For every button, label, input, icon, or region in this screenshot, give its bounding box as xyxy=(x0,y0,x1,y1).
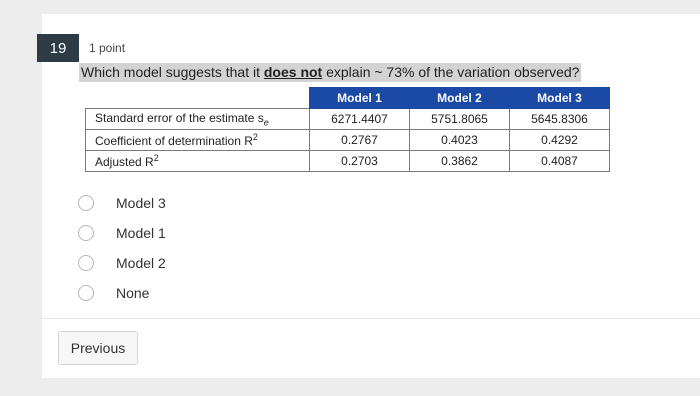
row-label-text: Standard error of the estimate s xyxy=(95,110,264,125)
question-text-start: Which model suggests that it xyxy=(81,64,264,80)
table-cell: 0.2703 xyxy=(310,151,410,172)
row-label-r-squared xyxy=(86,130,310,151)
row-label-superscript: 2 xyxy=(153,153,159,163)
table-header-model-1: Model 1 xyxy=(310,88,410,109)
answer-option-model-1[interactable] xyxy=(78,218,166,248)
footer-divider xyxy=(42,318,700,319)
answer-option-none[interactable] xyxy=(78,278,166,308)
table-header-model-2: Model 2 xyxy=(410,88,510,109)
question-text xyxy=(79,63,581,82)
model-statistics-table xyxy=(85,87,610,172)
question-text-end: explain ~ 73% of the variation observed? xyxy=(322,64,580,80)
radio-button[interactable] xyxy=(78,285,94,301)
table-cell: 0.3862 xyxy=(410,151,510,172)
table-cell: 0.4087 xyxy=(510,151,610,172)
option-label[interactable]: None xyxy=(116,285,150,301)
table-cell: 5751.8065 xyxy=(410,109,510,130)
radio-button[interactable] xyxy=(78,225,94,241)
option-label[interactable]: Model 3 xyxy=(116,195,166,211)
table-header-blank xyxy=(86,88,310,109)
answer-option-model-3[interactable] xyxy=(78,188,166,218)
option-label[interactable]: Model 1 xyxy=(116,225,166,241)
row-label-text: Adjusted R xyxy=(95,155,154,169)
answer-options xyxy=(78,188,166,308)
table-cell: 0.4023 xyxy=(410,130,510,151)
table-row xyxy=(86,151,610,172)
question-text-emphasis: does not xyxy=(263,64,323,80)
answer-option-model-2[interactable] xyxy=(78,248,166,278)
radio-button[interactable] xyxy=(78,195,94,211)
table-row xyxy=(86,130,610,151)
row-label-adjusted-r-squared xyxy=(86,151,310,172)
option-label[interactable]: Model 2 xyxy=(116,255,166,271)
radio-button[interactable] xyxy=(78,255,94,271)
table-header-row xyxy=(86,88,610,109)
row-label-superscript: 2 xyxy=(252,132,258,142)
table-cell: 0.4292 xyxy=(510,130,610,151)
table-cell: 0.2767 xyxy=(310,130,410,151)
table-cell: 6271.4407 xyxy=(310,109,410,130)
row-label-standard-error xyxy=(86,109,310,130)
table-header-model-3: Model 3 xyxy=(510,88,610,109)
row-label-text: Coefficient of determination R xyxy=(95,134,253,148)
row-label-subscript: e xyxy=(263,117,269,128)
table-row xyxy=(86,109,610,130)
question-points: 1 point xyxy=(89,41,126,55)
previous-button[interactable]: Previous xyxy=(58,331,138,365)
table-cell: 5645.8306 xyxy=(510,109,610,130)
question-number-badge: 19 xyxy=(37,34,79,62)
